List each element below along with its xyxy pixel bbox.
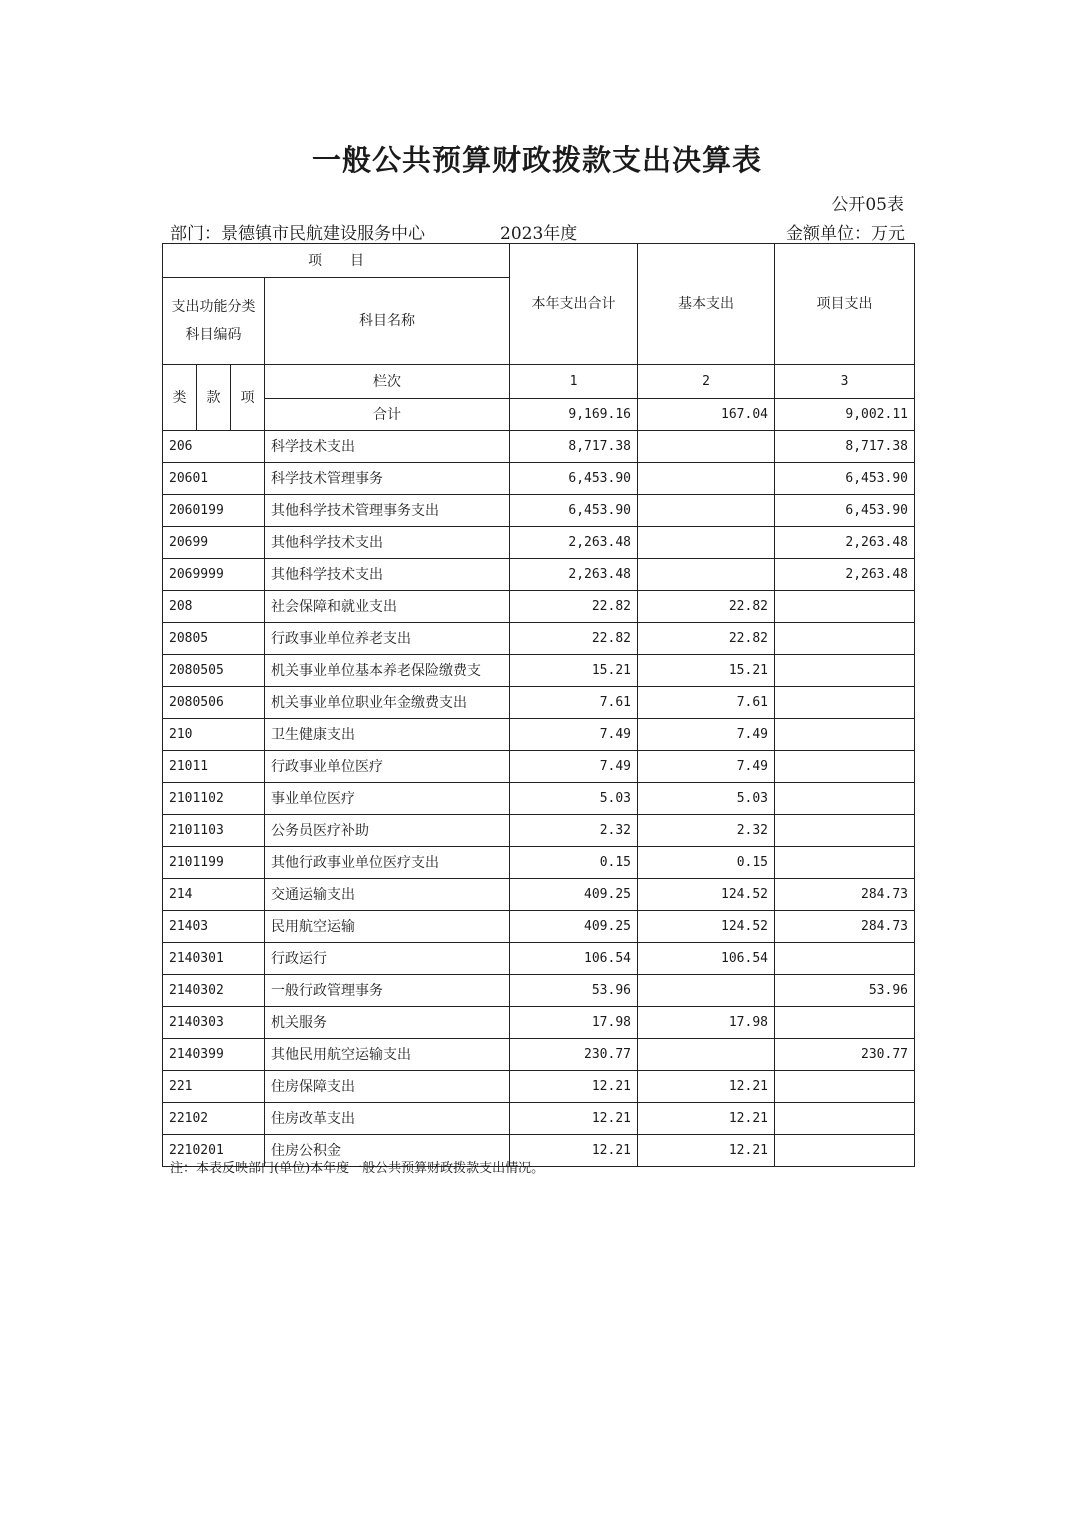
row-total: 12.21 xyxy=(510,1071,638,1103)
row-project xyxy=(775,751,915,783)
sum-basic: 167.04 xyxy=(638,399,775,431)
row-total: 6,453.90 xyxy=(510,463,638,495)
row-basic xyxy=(638,559,775,591)
row-project xyxy=(775,783,915,815)
row-project: 2,263.48 xyxy=(775,527,915,559)
row-project xyxy=(775,655,915,687)
table-row xyxy=(163,1103,915,1135)
table-row xyxy=(163,463,915,495)
row-project xyxy=(775,1135,915,1167)
table-row xyxy=(163,1039,915,1071)
row-project xyxy=(775,687,915,719)
year-label: 2023年度 xyxy=(500,224,578,244)
row-total: 2,263.48 xyxy=(510,559,638,591)
row-basic: 22.82 xyxy=(638,623,775,655)
table-row xyxy=(163,847,915,879)
table-row xyxy=(163,879,915,911)
row-code: 2140302 xyxy=(163,975,265,1007)
table-row xyxy=(163,527,915,559)
row-basic: 7.61 xyxy=(638,687,775,719)
row-name: 机关服务 xyxy=(265,1007,510,1039)
row-project: 53.96 xyxy=(775,975,915,1007)
unit-label: 金额单位：万元 xyxy=(786,224,905,244)
meta-line xyxy=(170,219,905,244)
row-name: 其他科学技术支出 xyxy=(265,527,510,559)
row-code: 2101102 xyxy=(163,783,265,815)
row-project xyxy=(775,623,915,655)
row-name: 交通运输支出 xyxy=(265,879,510,911)
row-project: 230.77 xyxy=(775,1039,915,1071)
row-basic: 17.98 xyxy=(638,1007,775,1039)
table-row xyxy=(163,655,915,687)
row-basic: 12.21 xyxy=(638,1103,775,1135)
header-lei: 类 xyxy=(163,365,197,431)
row-total: 7.61 xyxy=(510,687,638,719)
row-code: 2080506 xyxy=(163,687,265,719)
row-code: 2101199 xyxy=(163,847,265,879)
row-name: 住房改革支出 xyxy=(265,1103,510,1135)
row-name: 机关事业单位基本养老保险缴费支 xyxy=(265,655,510,687)
row-project xyxy=(775,1007,915,1039)
table-row xyxy=(163,783,915,815)
row-total: 8,717.38 xyxy=(510,431,638,463)
row-name: 其他行政事业单位医疗支出 xyxy=(265,847,510,879)
header-xiang: 项 xyxy=(231,365,265,431)
row-name: 其他科学技术管理事务支出 xyxy=(265,495,510,527)
row-total: 5.03 xyxy=(510,783,638,815)
row-code: 2140303 xyxy=(163,1007,265,1039)
row-name: 一般行政管理事务 xyxy=(265,975,510,1007)
header-func-class: 支出功能分类科目编码 xyxy=(163,278,265,365)
row-code: 221 xyxy=(163,1071,265,1103)
row-total: 7.49 xyxy=(510,719,638,751)
row-basic: 0.15 xyxy=(638,847,775,879)
row-name: 行政事业单位养老支出 xyxy=(265,623,510,655)
row-code: 208 xyxy=(163,591,265,623)
table-row xyxy=(163,1071,915,1103)
row-name: 科学技术支出 xyxy=(265,431,510,463)
row-basic: 12.21 xyxy=(638,1135,775,1167)
row-total: 53.96 xyxy=(510,975,638,1007)
row-code: 21011 xyxy=(163,751,265,783)
row-code: 2101103 xyxy=(163,815,265,847)
row-basic xyxy=(638,495,775,527)
row-project: 284.73 xyxy=(775,911,915,943)
row-basic xyxy=(638,975,775,1007)
row-project xyxy=(775,1103,915,1135)
row-basic xyxy=(638,431,775,463)
row-code: 2080505 xyxy=(163,655,265,687)
row-code: 206 xyxy=(163,431,265,463)
table-row xyxy=(163,943,915,975)
row-total: 22.82 xyxy=(510,591,638,623)
row-name: 事业单位医疗 xyxy=(265,783,510,815)
header-project: 项目支出 xyxy=(775,244,915,365)
row-total: 2,263.48 xyxy=(510,527,638,559)
row-basic: 2.32 xyxy=(638,815,775,847)
header-lanci: 栏次 xyxy=(265,365,510,399)
table-row xyxy=(163,623,915,655)
row-total: 22.82 xyxy=(510,623,638,655)
row-code: 20805 xyxy=(163,623,265,655)
table-row xyxy=(163,559,915,591)
row-code: 210 xyxy=(163,719,265,751)
page-title: 一般公共预算财政拨款支出决算表 xyxy=(311,143,762,177)
row-name: 其他科学技术支出 xyxy=(265,559,510,591)
row-basic: 15.21 xyxy=(638,655,775,687)
table-row xyxy=(163,1007,915,1039)
row-name: 社会保障和就业支出 xyxy=(265,591,510,623)
row-basic: 124.52 xyxy=(638,911,775,943)
table-row xyxy=(163,751,915,783)
row-project xyxy=(775,591,915,623)
row-name: 住房保障支出 xyxy=(265,1071,510,1103)
row-basic xyxy=(638,1039,775,1071)
row-total: 17.98 xyxy=(510,1007,638,1039)
row-basic xyxy=(638,463,775,495)
row-total: 230.77 xyxy=(510,1039,638,1071)
row-total: 2.32 xyxy=(510,815,638,847)
table-row xyxy=(163,495,915,527)
header-basic: 基本支出 xyxy=(638,244,775,365)
row-code: 2210201 xyxy=(163,1135,265,1167)
row-total: 7.49 xyxy=(510,751,638,783)
header-col2: 2 xyxy=(638,365,775,399)
row-basic: 22.82 xyxy=(638,591,775,623)
row-basic: 12.21 xyxy=(638,1071,775,1103)
row-basic: 106.54 xyxy=(638,943,775,975)
row-name: 其他民用航空运输支出 xyxy=(265,1039,510,1071)
row-code: 2140301 xyxy=(163,943,265,975)
row-project xyxy=(775,815,915,847)
table-row xyxy=(163,975,915,1007)
row-basic: 7.49 xyxy=(638,719,775,751)
header-kuan: 款 xyxy=(197,365,231,431)
table-row xyxy=(163,687,915,719)
department-label: 部门：景德镇市民航建设服务中心 xyxy=(170,224,425,244)
row-name: 行政事业单位医疗 xyxy=(265,751,510,783)
row-total: 0.15 xyxy=(510,847,638,879)
row-total: 12.21 xyxy=(510,1135,638,1167)
row-project xyxy=(775,943,915,975)
row-project: 6,453.90 xyxy=(775,495,915,527)
table-row xyxy=(163,911,915,943)
row-code: 2060199 xyxy=(163,495,265,527)
row-name: 行政运行 xyxy=(265,943,510,975)
row-project xyxy=(775,1071,915,1103)
sum-total: 9,169.16 xyxy=(510,399,638,431)
row-basic: 7.49 xyxy=(638,751,775,783)
row-code: 20699 xyxy=(163,527,265,559)
row-code: 21403 xyxy=(163,911,265,943)
footnote: 注：本表反映部门(单位)本年度一般公共预算财政拨款支出情况。 xyxy=(170,1161,545,1176)
row-basic: 5.03 xyxy=(638,783,775,815)
row-name: 公务员医疗补助 xyxy=(265,815,510,847)
table-row xyxy=(163,815,915,847)
row-name: 卫生健康支出 xyxy=(265,719,510,751)
header-col1: 1 xyxy=(510,365,638,399)
row-basic xyxy=(638,527,775,559)
sum-label: 合计 xyxy=(265,399,510,431)
row-code: 22102 xyxy=(163,1103,265,1135)
row-project: 6,453.90 xyxy=(775,463,915,495)
row-project xyxy=(775,847,915,879)
row-code: 214 xyxy=(163,879,265,911)
row-total: 106.54 xyxy=(510,943,638,975)
row-total: 15.21 xyxy=(510,655,638,687)
table-row xyxy=(163,591,915,623)
row-project: 284.73 xyxy=(775,879,915,911)
row-project: 2,263.48 xyxy=(775,559,915,591)
row-project: 8,717.38 xyxy=(775,431,915,463)
row-name: 机关事业单位职业年金缴费支出 xyxy=(265,687,510,719)
row-name: 民用航空运输 xyxy=(265,911,510,943)
header-subject-name: 科目名称 xyxy=(265,278,510,365)
budget-table xyxy=(162,243,915,1167)
table-row xyxy=(163,431,915,463)
header-item: 项 目 xyxy=(163,244,510,278)
row-total: 409.25 xyxy=(510,879,638,911)
row-total: 12.21 xyxy=(510,1103,638,1135)
row-code: 20601 xyxy=(163,463,265,495)
form-code: 公开05表 xyxy=(831,195,904,215)
row-total: 409.25 xyxy=(510,911,638,943)
table-row xyxy=(163,719,915,751)
header-col3: 3 xyxy=(775,365,915,399)
row-project xyxy=(775,719,915,751)
header-total: 本年支出合计 xyxy=(510,244,638,365)
row-name: 科学技术管理事务 xyxy=(265,463,510,495)
row-total: 6,453.90 xyxy=(510,495,638,527)
row-code: 2140399 xyxy=(163,1039,265,1071)
sum-project: 9,002.11 xyxy=(775,399,915,431)
row-basic: 124.52 xyxy=(638,879,775,911)
row-code: 2069999 xyxy=(163,559,265,591)
row-name: 住房公积金 xyxy=(265,1135,510,1167)
